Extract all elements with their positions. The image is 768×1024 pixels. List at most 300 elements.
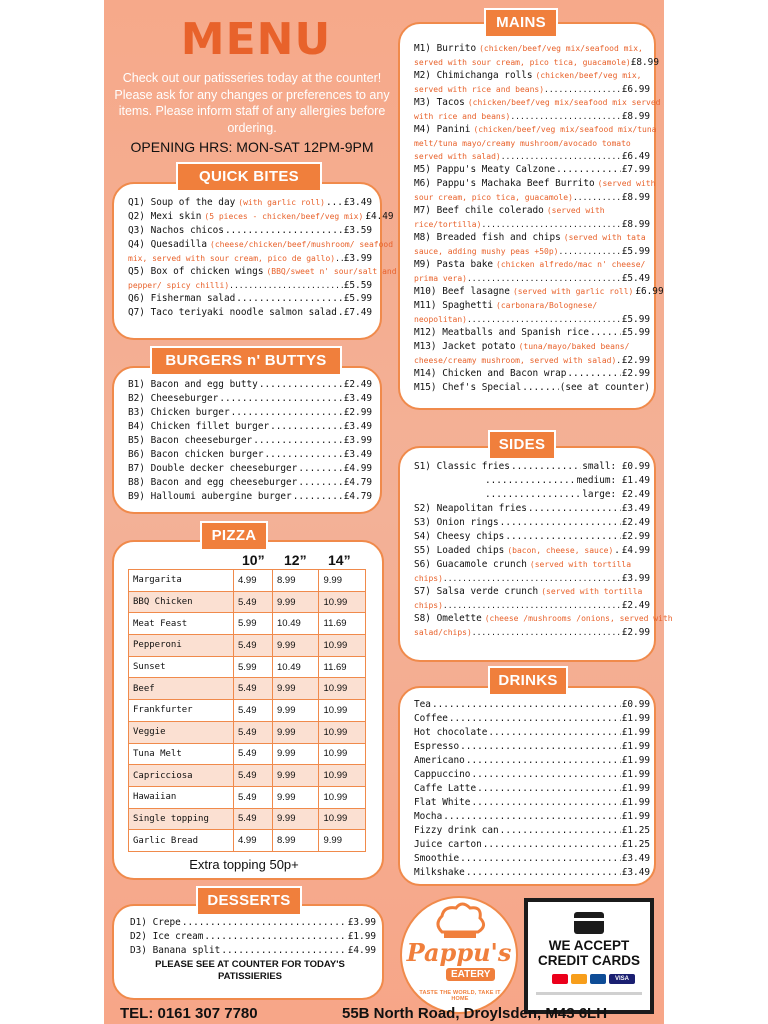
- menu-item: [414, 612, 673, 626]
- sides-heading: SIDES: [488, 430, 556, 460]
- item-name: M6) Pappu's Machaka Beef Burrito: [414, 178, 595, 189]
- sides-list: [414, 460, 673, 639]
- leader-dots: [253, 434, 343, 448]
- pizza-price: 5.49: [234, 635, 273, 657]
- menu-item: [414, 866, 650, 880]
- mains-list: [414, 42, 664, 395]
- item-description: (tuna/mayo/baked beans/: [518, 342, 630, 351]
- item-description-line: [414, 245, 650, 258]
- pizza-name: Veggie: [129, 721, 234, 743]
- item-name: B4) Chicken fillet burger: [128, 421, 270, 432]
- item-price: £8.99: [621, 111, 650, 122]
- leader-dots: [466, 754, 621, 768]
- leader-dots: [204, 930, 346, 944]
- item-name: M13) Jacket potato: [414, 341, 516, 352]
- item-description-line: [414, 626, 650, 639]
- item-price: £2.99: [343, 407, 372, 418]
- leader-dots: [432, 698, 621, 712]
- leader-dots: [460, 740, 621, 754]
- page-title: MENU: [180, 14, 332, 65]
- desserts-heading: DESSERTS: [196, 886, 302, 916]
- leader-dots: [326, 196, 343, 210]
- menu-item: [414, 698, 650, 712]
- item-price-large: large: £2.49: [582, 489, 650, 500]
- item-name: Espresso: [414, 741, 460, 752]
- credit-card-icon: [574, 912, 604, 934]
- pizza-price: 11.69: [319, 613, 366, 635]
- menu-item: [414, 381, 650, 395]
- item-price: £3.49: [621, 853, 650, 864]
- menu-item: [128, 238, 394, 252]
- item-name: Q3) Nachos chicos: [128, 225, 224, 236]
- item-name: D1) Crepe: [130, 917, 181, 928]
- item-description: (carbonara/Bolognese/: [496, 301, 598, 310]
- pizza-name: Single topping: [129, 808, 234, 830]
- item-name: M2) Chimichanga rolls: [414, 70, 533, 81]
- item-name: B1) Bacon and egg butty: [128, 379, 258, 390]
- item-price: £8.99: [621, 219, 650, 230]
- leader-dots: [236, 292, 343, 306]
- item-description: sour cream, pico tica, guacamole): [414, 193, 573, 202]
- item-name: Cappuccino: [414, 769, 471, 780]
- menu-item: [414, 544, 650, 558]
- menu-item: [128, 196, 372, 210]
- item-name: B7) Double decker cheeseburger: [128, 463, 298, 474]
- leader-dots: [567, 367, 620, 381]
- pizza-price: 10.99: [319, 721, 366, 743]
- menu-item: [414, 558, 650, 572]
- menu-item: [414, 326, 650, 340]
- item-price: £2.49: [343, 379, 372, 390]
- item-name: Fizzy drink can: [414, 825, 499, 836]
- item-price: £2.99: [621, 368, 650, 379]
- leader-dots: [443, 810, 621, 824]
- item-name: S2) Neapolitan fries: [414, 503, 527, 514]
- item-name: M15) Chef's Special: [414, 382, 522, 393]
- item-description: (served with tortilla: [541, 587, 643, 596]
- eatery-logo: [400, 896, 518, 1014]
- pizza-price: 4.99: [234, 570, 273, 592]
- pizza-price: 9.99: [273, 743, 319, 765]
- pizza-name: Meat Feast: [129, 613, 234, 635]
- item-description: chips): [414, 574, 443, 583]
- item-price: £1.99: [621, 755, 650, 766]
- item-name: M5) Pappu's Meaty Calzone: [414, 164, 556, 175]
- pizza-name: Capricciosa: [129, 765, 234, 787]
- pizza-name: Garlic Bread: [129, 830, 234, 852]
- pizza-price: 5.49: [234, 808, 273, 830]
- item-price: £6.99: [621, 84, 650, 95]
- fine-print: [536, 992, 642, 995]
- intro-text: Check out our patisseries today at the counter! Please ask for any changes or preferences to any items. Please inform staff of any allergies before ordering.: [114, 71, 390, 135]
- item-description: neopolitan): [414, 315, 467, 324]
- pizza-price: 9.99: [273, 721, 319, 743]
- item-name: D2) Ice cream: [130, 931, 204, 942]
- leader-dots: [229, 279, 344, 292]
- leader-dots: [298, 476, 342, 490]
- size-10-heading: 10”: [242, 552, 265, 568]
- menu-item: [414, 852, 650, 866]
- item-description: (served with tata: [563, 233, 646, 242]
- item-description: sauce, adding mushy peas +50p): [414, 247, 559, 256]
- item-price: £2.49: [621, 600, 650, 611]
- pizza-row: [129, 678, 366, 700]
- item-description: (chicken/beef/veg mix/seafood mix served: [467, 98, 661, 107]
- item-name: S4) Cheesy chips: [414, 531, 505, 542]
- jcb-icon: [590, 974, 606, 984]
- item-price-medium: medium: £1.49: [576, 475, 650, 486]
- item-price: £2.99: [621, 355, 650, 366]
- item-price: £5.59: [343, 280, 372, 291]
- leader-dots: [182, 916, 347, 930]
- leader-dots: [500, 824, 621, 838]
- item-price: £1.99: [621, 713, 650, 724]
- pizza-price: 8.99: [273, 570, 319, 592]
- pizza-price: 4.99: [234, 830, 273, 852]
- item-price: £1.99: [621, 797, 650, 808]
- item-description: prima vera): [414, 274, 467, 283]
- menu-item: [128, 210, 394, 224]
- credit-cards-text: WE ACCEPT CREDIT CARDS: [537, 938, 640, 968]
- menu-item: [414, 726, 650, 740]
- pizza-price: 8.99: [273, 830, 319, 852]
- pizza-row: [129, 765, 366, 787]
- item-price: £3.99: [343, 435, 372, 446]
- item-price: £2.99: [621, 531, 650, 542]
- item-name: B5) Bacon cheeseburger: [128, 435, 253, 446]
- patisserie-note: PLEASE SEE AT COUNTER FOR TODAY'S PATISSIERIES: [155, 959, 345, 982]
- item-price: £2.99: [621, 627, 650, 638]
- leader-dots: [528, 502, 621, 516]
- item-price: £5.49: [621, 273, 650, 284]
- menu-item: [414, 810, 650, 824]
- credit-cards-sign: [524, 898, 654, 1014]
- item-name: Smoothie: [414, 853, 460, 864]
- leader-dots: [483, 838, 621, 852]
- item-description-line: [414, 56, 659, 69]
- menu-item-size: [414, 488, 650, 502]
- pizza-name: Hawaiian: [129, 786, 234, 808]
- menu-item: [414, 740, 650, 754]
- item-description: mix, served with sour cream, pico de gallo): [128, 254, 336, 263]
- menu-item: [128, 265, 397, 279]
- item-name: M4) Panini: [414, 124, 471, 135]
- pizza-price: 10.49: [273, 656, 319, 678]
- menu-item: [414, 123, 657, 137]
- leader-dots: [338, 306, 343, 320]
- item-price: £4.99: [343, 463, 372, 474]
- menu-page: [104, 0, 673, 1024]
- logo-subtitle: EATERY: [446, 968, 495, 981]
- item-name: Q6) Fisherman salad: [128, 293, 236, 304]
- pizza-row: [129, 786, 366, 808]
- item-description-line: [414, 599, 650, 612]
- menu-item: [128, 406, 372, 420]
- item-description-line: [414, 572, 650, 585]
- pizza-price: 9.99: [273, 808, 319, 830]
- pizza-price: 9.99: [273, 591, 319, 613]
- menu-item: [128, 378, 372, 392]
- pizza-price: 10.99: [319, 808, 366, 830]
- menu-item: [414, 258, 650, 272]
- leader-dots: [466, 866, 621, 880]
- menu-item: [414, 42, 650, 56]
- pizza-row: [129, 591, 366, 613]
- item-description: (cheese/chicken/beef/mushroom/ seafood: [210, 240, 394, 249]
- maestro-icon: [571, 974, 587, 984]
- leader-dots: [500, 516, 621, 530]
- logo-tagline: TASTE THE WORLD, TAKE IT HOME: [419, 990, 501, 1002]
- pizza-price: 9.99: [273, 635, 319, 657]
- menu-item: [414, 530, 650, 544]
- menu-item: [130, 930, 376, 944]
- pizza-price: 10.99: [319, 678, 366, 700]
- item-price: (see at counter): [559, 382, 650, 393]
- menu-item: [128, 434, 372, 448]
- pizza-price: 5.49: [234, 678, 273, 700]
- leader-dots: [485, 474, 576, 488]
- burgers-list: [128, 378, 372, 504]
- item-description: (served with garlic roll): [512, 287, 634, 296]
- pizza-price: 5.49: [234, 786, 273, 808]
- item-price: £4.79: [343, 491, 372, 502]
- drinks-list: [414, 698, 650, 880]
- item-name: Milkshake: [414, 867, 465, 878]
- leader-dots: [460, 852, 621, 866]
- item-price: £4.79: [343, 477, 372, 488]
- leader-dots: [219, 392, 342, 406]
- pizza-heading: PIZZA: [200, 521, 268, 551]
- pizza-price: 5.49: [234, 765, 273, 787]
- item-name: B8) Bacon and egg cheeseburger: [128, 477, 298, 488]
- pizza-price: 9.99: [319, 570, 366, 592]
- menu-item: [130, 916, 376, 930]
- item-description-line: [128, 279, 372, 292]
- item-price: £8.99: [630, 57, 659, 68]
- item-description-line: [414, 150, 650, 163]
- desserts-box: [112, 904, 384, 1000]
- menu-item: [414, 69, 650, 83]
- menu-item: [128, 420, 372, 434]
- menu-item: [128, 462, 372, 476]
- item-price: £1.99: [621, 783, 650, 794]
- leader-dots: [231, 406, 343, 420]
- item-price: £4.99: [621, 545, 650, 556]
- menu-item: [414, 177, 656, 191]
- item-name: M7) Beef chile colerado: [414, 205, 544, 216]
- leader-dots: [511, 460, 581, 474]
- item-price: £8.99: [621, 192, 650, 203]
- pizza-price: 9.99: [273, 786, 319, 808]
- item-price: £5.99: [621, 314, 650, 325]
- pizza-row: [129, 700, 366, 722]
- item-name: B2) Cheeseburger: [128, 393, 219, 404]
- item-description: (chicken/beef/veg mix/seafood mix/tuna: [473, 125, 657, 134]
- item-price: £3.99: [343, 253, 372, 264]
- item-description: rice/tortilla): [414, 220, 482, 229]
- item-description: (BBQ/sweet n' sour/salt and: [266, 267, 397, 276]
- pizza-price: 10.99: [319, 591, 366, 613]
- item-name: Q7) Taco teriyaki noodle salmon salad: [128, 307, 337, 318]
- leader-dots: [471, 768, 620, 782]
- item-price: £1.25: [621, 839, 650, 850]
- pizza-price: 10.99: [319, 700, 366, 722]
- pizza-price: 5.49: [234, 743, 273, 765]
- item-description: (served with tortilla: [529, 560, 632, 569]
- leader-dots: [467, 272, 622, 285]
- pizza-name: Margarita: [129, 570, 234, 592]
- item-description: (cheese /mushrooms /onions, served with: [484, 614, 673, 623]
- leader-dots: [505, 530, 620, 544]
- menu-item: [414, 231, 650, 245]
- pizza-price: 5.49: [234, 721, 273, 743]
- pizza-row: [129, 830, 366, 852]
- menu-item: [414, 516, 650, 530]
- pizza-price: 9.99: [319, 830, 366, 852]
- item-name: Mocha: [414, 811, 443, 822]
- item-name: Tea: [414, 699, 431, 710]
- item-price: £5.99: [621, 246, 650, 257]
- item-description-line: [414, 354, 650, 367]
- item-price: £1.25: [621, 825, 650, 836]
- pizza-name: Pepperoni: [129, 635, 234, 657]
- item-name: B9) Halloumi aubergine burger: [128, 491, 292, 502]
- mastercard-icon: [552, 974, 568, 984]
- leader-dots: [590, 326, 621, 340]
- item-name: Juice carton: [414, 839, 482, 850]
- pizza-name: Sunset: [129, 656, 234, 678]
- item-price: £4.49: [365, 211, 394, 222]
- pizza-row: [129, 635, 366, 657]
- leader-dots: [471, 796, 620, 810]
- quick-bites-list: [128, 196, 397, 320]
- item-name: M1) Burrito: [414, 43, 477, 54]
- menu-item: [414, 299, 650, 313]
- menu-item: [414, 782, 650, 796]
- item-price: £5.99: [343, 293, 372, 304]
- pizza-row: [129, 743, 366, 765]
- menu-item: [414, 712, 650, 726]
- item-name: M14) Chicken and Bacon wrap: [414, 368, 567, 379]
- pizza-name: BBQ Chicken: [129, 591, 234, 613]
- leader-dots: [449, 712, 621, 726]
- item-name: Coffee: [414, 713, 448, 724]
- leader-dots: [614, 544, 620, 558]
- menu-item: [414, 285, 664, 299]
- item-name: Hot chocolate: [414, 727, 488, 738]
- mains-heading: MAINS: [484, 8, 558, 38]
- item-name: Caffe Latte: [414, 783, 477, 794]
- menu-item: [414, 768, 650, 782]
- item-description-line: [414, 137, 650, 150]
- item-description: salad/chips): [414, 628, 472, 637]
- item-name: M3) Tacos: [414, 97, 465, 108]
- menu-item: [414, 585, 650, 599]
- item-price: £3.59: [343, 225, 372, 236]
- size-12-heading: 12”: [284, 552, 307, 568]
- menu-item: [414, 204, 650, 218]
- pizza-price: 5.99: [234, 656, 273, 678]
- leader-dots: [556, 163, 621, 177]
- item-name: S3) Onion rings: [414, 517, 499, 528]
- item-name: S7) Salsa verde crunch: [414, 586, 539, 597]
- item-price: £1.99: [621, 769, 650, 780]
- item-name: Flat White: [414, 797, 471, 808]
- quick-bites-heading: QUICK BITES: [176, 162, 322, 192]
- item-price: £1.99: [621, 811, 650, 822]
- item-price: £3.99: [621, 573, 650, 584]
- pizza-price: 10.99: [319, 635, 366, 657]
- desserts-list: [130, 916, 376, 958]
- item-name: B3) Chicken burger: [128, 407, 230, 418]
- leader-dots: [488, 726, 620, 740]
- menu-item: [130, 944, 376, 958]
- pizza-price: 10.49: [273, 613, 319, 635]
- drinks-box: [398, 686, 656, 886]
- item-description: (chicken alfredo/mac n' cheese/: [496, 260, 646, 269]
- menu-item: [414, 163, 650, 177]
- item-name: D3) Banana split: [130, 945, 221, 956]
- item-price: £3.49: [621, 503, 650, 514]
- item-price: £5.99: [621, 327, 650, 338]
- menu-item: [414, 796, 650, 810]
- sides-box: [398, 446, 673, 662]
- item-description-line: [414, 83, 650, 96]
- extra-topping-note: Extra topping 50p+: [189, 857, 299, 872]
- leader-dots: [293, 490, 343, 504]
- item-description: served with sour cream, pico tica, guacamole): [414, 58, 631, 67]
- menu-item: [414, 367, 650, 381]
- chef-hat-icon: [432, 902, 488, 940]
- menu-item: [128, 490, 372, 504]
- item-name: Q5) Box of chicken wings: [128, 266, 264, 277]
- item-price: £3.49: [343, 393, 372, 404]
- item-name: Q4) Quesadilla: [128, 239, 208, 250]
- item-name: Americano: [414, 755, 465, 766]
- leader-dots: [298, 462, 342, 476]
- card-brand-logos: [552, 974, 635, 984]
- menu-item: [128, 476, 372, 490]
- pizza-price: 5.49: [234, 591, 273, 613]
- pizza-price: 9.99: [273, 765, 319, 787]
- pizza-price: 5.49: [234, 700, 273, 722]
- pizza-price: 10.99: [319, 786, 366, 808]
- visa-icon: VISA: [609, 974, 635, 984]
- leader-dots: [510, 110, 621, 123]
- item-price: £3.49: [343, 421, 372, 432]
- item-description: (with garlic roll): [238, 198, 325, 207]
- pizza-row: [129, 656, 366, 678]
- menu-item: [414, 754, 650, 768]
- item-name: Q1) Soup of the day: [128, 197, 236, 208]
- item-description: chips): [414, 601, 443, 610]
- item-description: (served with: [546, 206, 605, 215]
- item-description-line: [414, 191, 650, 204]
- leader-dots: [472, 626, 622, 639]
- leader-dots: [259, 378, 343, 392]
- pizza-price: 9.99: [273, 700, 319, 722]
- pizza-name: Beef: [129, 678, 234, 700]
- leader-dots: [467, 313, 622, 326]
- item-description: (bacon, cheese, sauce): [507, 546, 614, 555]
- logo-name: Pappu's: [406, 938, 512, 967]
- item-description: pepper/ spicy chilli): [128, 281, 230, 290]
- pizza-price: 10.99: [319, 765, 366, 787]
- item-name: B6) Bacon chicken burger: [128, 449, 264, 460]
- item-price: £1.99: [621, 727, 650, 738]
- pizza-row: [129, 808, 366, 830]
- menu-item: [414, 502, 650, 516]
